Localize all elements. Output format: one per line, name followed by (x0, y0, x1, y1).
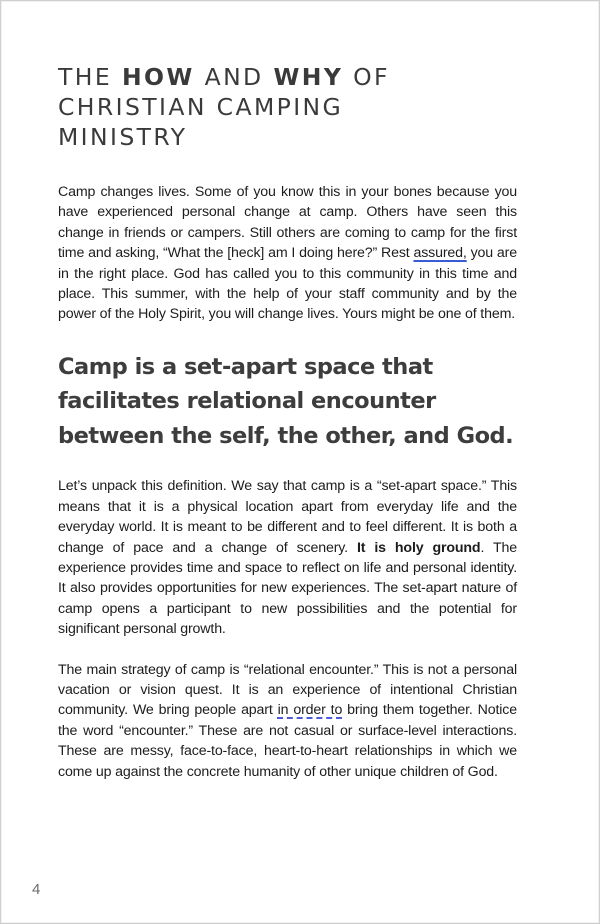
title-text-and: AND (194, 63, 274, 91)
holy-ground-emphasis: It is holy ground (356, 539, 481, 556)
pullquote-line-2: facilitates relational encounter (58, 388, 436, 415)
title-text-why: WHY (273, 63, 344, 91)
pullquote-line-1: Camp is a set-apart space that (58, 353, 433, 380)
set-apart-paragraph (58, 476, 517, 639)
intro-text: Camp changes lives. Some of you know this in your bones because you have experienced personal change at camp. Others have seen this change in friends or campers. Still others are coming to camp for the first time and asking, “What the [heck] am I doing here?” Rest (58, 184, 517, 262)
title-text-of: OF (343, 63, 390, 91)
intro-text-continued: you are in the right place. God has called you to this community in this time and place. This summer, with the help of your staff community and by the power of the Holy Spirit, you will change lives. Yours might be one of them. (58, 245, 517, 323)
pullquote-line-3: between the self, the other, and God. (58, 422, 514, 449)
chapter-title-line-3: MINISTRY (58, 123, 188, 151)
encounter-text: The main strategy of camp is “relational encounter.” This is not a personal vacation or vision quest. It is an experience of intentional Christian community. We bring people apart (58, 661, 517, 719)
chapter-title-line-2: CHRISTIAN CAMPING (58, 93, 344, 121)
chapter-title (58, 62, 517, 152)
chapter-title-line-1 (58, 62, 517, 92)
grammar-flagged-phrase[interactable]: in order to (277, 702, 343, 719)
page-number: 4 (32, 881, 41, 898)
definition-pullquote (58, 350, 517, 454)
page-content (58, 62, 517, 782)
title-text-the: THE (58, 63, 122, 91)
intro-paragraph (58, 182, 517, 325)
title-text-how: HOW (121, 63, 195, 91)
encounter-text-continued: bring them together. Notice the word “encounter.” These are not casual or surface-level interactions. These are messy, face-to-face, heart-to-heart relationships in which we come up against the concrete humanity of other unique children of God. (58, 702, 517, 780)
spelling-flagged-word[interactable]: assured, (413, 245, 467, 262)
relational-encounter-paragraph (58, 660, 517, 782)
set-apart-text-continued: . The experience provides time and space to reflect on life and personal identity. It also provides opportunities for new experiences. The set-apart nature of camp opens a participant to new possibilities and the potential for significant personal growth. (58, 539, 518, 638)
set-apart-text: Let’s unpack this definition. We say that camp is a “set-apart space.” This means that it is a physical location apart from everyday life and the everyday world. It is meant to be different and to feel different. It is both a change of pace and a change of scenery. (58, 478, 517, 556)
